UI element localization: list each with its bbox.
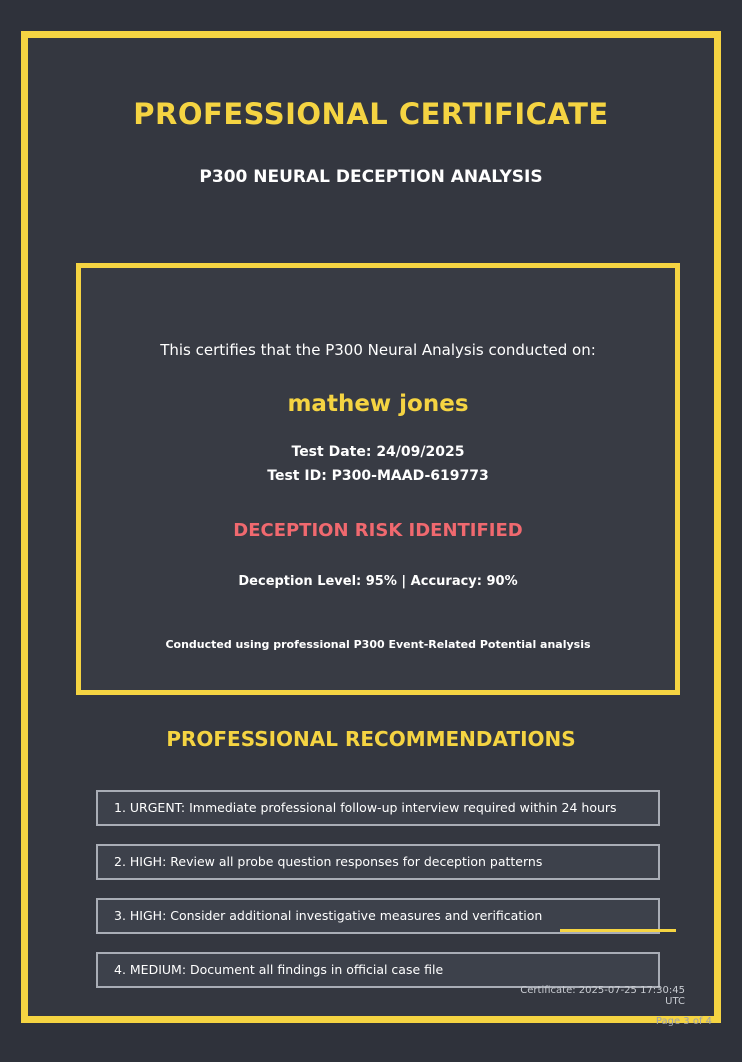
risk-status: DECEPTION RISK IDENTIFIED (233, 520, 523, 541)
page-number: Page 3 of 4 (655, 1016, 712, 1027)
list-item: 1. URGENT: Immediate professional follow-up interview required within 24 hours (96, 790, 660, 826)
test-id: Test ID: P300-MAAD-619773 (267, 468, 489, 484)
certificate-subtitle: P300 NEURAL DECEPTION ANALYSIS (199, 167, 543, 187)
certificate-stamp: Certificate: 2025-07-25 17:30:45 UTC (520, 985, 685, 1007)
test-date: Test Date: 24/09/2025 (291, 444, 465, 460)
certificate-inner-frame (28, 38, 714, 1016)
certificate-frame (21, 31, 721, 1023)
gold-divider (560, 929, 676, 932)
method-note: Conducted using professional P300 Event-Related Potential analysis (165, 638, 591, 651)
certificate-detail-box (76, 263, 680, 695)
list-item: 4. MEDIUM: Document all findings in official case file (96, 952, 660, 988)
list-item: 3. HIGH: Consider additional investigative measures and verification (96, 898, 660, 934)
recommendations-heading: PROFESSIONAL RECOMMENDATIONS (166, 727, 576, 751)
certificate-title: PROFESSIONAL CERTIFICATE (133, 97, 609, 131)
subject-name: mathew jones (287, 391, 469, 417)
list-item: 2. HIGH: Review all probe question responses for deception patterns (96, 844, 660, 880)
deception-levels: Deception Level: 95% | Accuracy: 90% (238, 574, 518, 589)
recommendations-list (96, 790, 660, 1006)
certifies-text: This certifies that the P300 Neural Analysis conducted on: (160, 341, 596, 359)
